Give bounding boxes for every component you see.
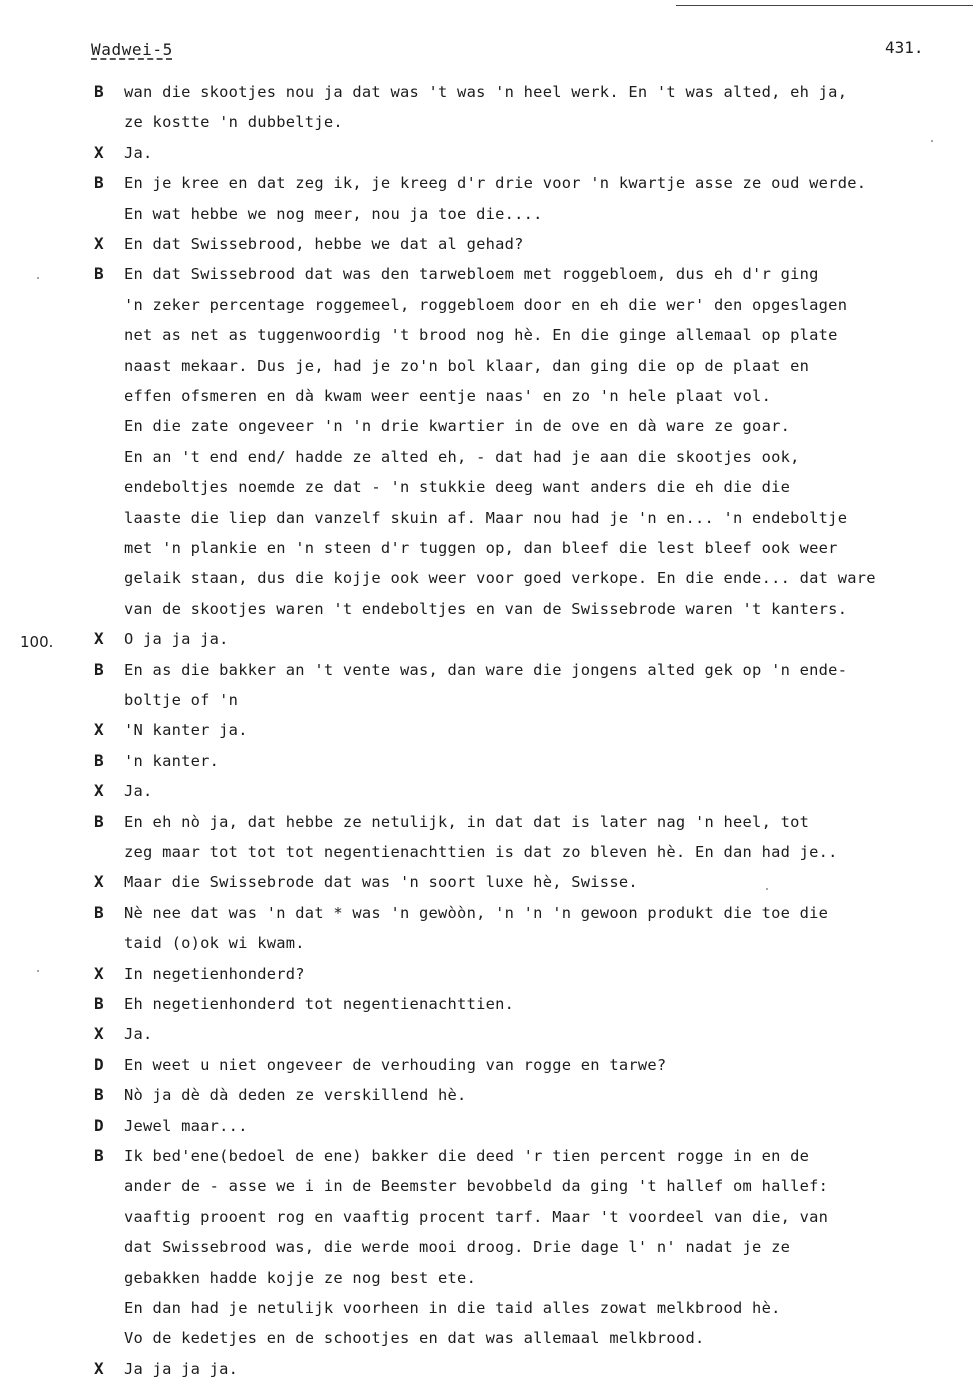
- line-text: En je kree en dat zeg ik, je kreeg d'r drie voor 'n kwartje asse ze oud werde.: [124, 174, 867, 193]
- line-text: boltje of 'n: [124, 691, 239, 709]
- transcript-line: [0, 110, 973, 134]
- transcript-line: [0, 901, 973, 925]
- transcript-line: [0, 293, 973, 317]
- speaker-label: B: [94, 994, 104, 1013]
- speaker-label: X: [94, 781, 104, 801]
- transcript-line: [0, 688, 973, 712]
- transcript-line: [0, 718, 973, 742]
- line-text: wan die skootjes nou ja dat was 't was 'n heel werk. En 't was alted, eh ja,: [124, 83, 848, 101]
- speaker-label: B: [94, 750, 104, 770]
- transcript-line: [0, 931, 973, 955]
- speaker-label: B: [94, 811, 104, 831]
- transcript-line: [0, 1357, 973, 1381]
- transcript-line: [0, 1326, 973, 1350]
- line-text: En as die bakker an 't vente was, dan ware die jongens alted gek op 'n ende-: [124, 660, 848, 679]
- line-text: Nò ja dè dà deden ze verskillend hè.: [124, 1086, 467, 1105]
- line-text: 'n zeker percentage roggemeel, roggebloem door en eh die wer' den opgeslagen: [124, 295, 848, 314]
- transcript-line: [0, 1235, 973, 1259]
- transcript-line: [0, 1022, 973, 1046]
- transcript-line: [0, 962, 973, 986]
- speaker-label: X: [94, 234, 104, 253]
- page-number: 431.: [885, 38, 924, 57]
- speaker-label: D: [94, 1115, 104, 1135]
- line-text: Ik bed'ene(bedoel de ene) bakker die deed 'r tien percent rogge in en de: [124, 1147, 810, 1165]
- line-text: En die zate ongeveer 'n 'n drie kwartier in de ove en dà ware ze goar.: [124, 417, 791, 436]
- transcript-line: [0, 475, 973, 499]
- line-text: En weet u niet ongeveer de verhouding van rogge en tarwe?: [124, 1055, 667, 1074]
- transcript-line: [0, 658, 973, 682]
- transcript-line: [0, 840, 973, 864]
- line-text: O ja ja ja.: [124, 630, 229, 649]
- speaker-label: B: [94, 264, 104, 284]
- transcript-line: [0, 1053, 973, 1077]
- line-text: van de skootjes waren 't endeboltjes en van de Swissebrode waren 't kanters.: [124, 599, 848, 618]
- transcript-line: [0, 232, 973, 256]
- transcript-line: [0, 566, 973, 590]
- line-text: In negetienhonderd?: [124, 964, 305, 983]
- line-text: 'n kanter.: [124, 751, 220, 770]
- speaker-label: D: [94, 1054, 104, 1074]
- line-text: naast mekaar. Dus je, had je zo'n bol klaar, dan ging die op de plaat en: [124, 356, 810, 375]
- line-text: ander de - asse we i in de Beemster bevobbeld da ging 't hallef om hallef:: [124, 1177, 829, 1196]
- speaker-label: B: [94, 659, 104, 679]
- transcript-line: [0, 262, 973, 286]
- transcript-line: [0, 536, 973, 560]
- speaker-label: B: [94, 1146, 104, 1165]
- line-text: Ja.: [124, 782, 153, 801]
- line-text: Ja ja ja ja.: [124, 1359, 239, 1378]
- transcript-line: [0, 80, 973, 104]
- transcript-line: [0, 506, 973, 530]
- line-text: taid (o)ok wi kwam.: [124, 934, 305, 953]
- line-text: Vo de kedetjes en de schootjes en dat was allemaal melkbrood.: [124, 1329, 705, 1348]
- margin-line-number: 100.: [20, 633, 54, 651]
- transcript-line: [0, 749, 973, 773]
- line-text: Jewel maar...: [124, 1116, 248, 1135]
- transcript-line: [0, 597, 973, 621]
- line-text: 'N kanter ja.: [124, 721, 248, 740]
- transcript-line: [0, 870, 973, 894]
- line-text: Eh negetienhonderd tot negentienachttien.: [124, 995, 515, 1013]
- speaker-label: X: [94, 1024, 104, 1044]
- speaker-label: X: [94, 629, 104, 649]
- speaker-label: B: [94, 82, 104, 101]
- transcript-line: [0, 992, 973, 1016]
- line-text: ze kostte 'n dubbeltje.: [124, 113, 343, 132]
- line-text: Ja.: [124, 1025, 153, 1044]
- speaker-label: B: [94, 173, 104, 193]
- transcript-line: [0, 171, 973, 195]
- speaker-label: X: [94, 963, 104, 983]
- line-text: En wat hebbe we nog meer, nou ja toe die....: [124, 204, 543, 223]
- transcript-line: [0, 627, 973, 651]
- transcript-line: [0, 1114, 973, 1138]
- line-text: En an 't end end/ hadde ze alted eh, - dat had je aan die skootjes ook,: [124, 447, 800, 466]
- speaker-label: X: [94, 142, 104, 162]
- line-text: laaste die liep dan vanzelf skuin af. Maar nou had je 'n en... 'n endeboltje: [124, 508, 848, 527]
- line-text: En dat Swissebrood, hebbe we dat al gehad?: [124, 235, 524, 253]
- transcript-line: [0, 1205, 973, 1229]
- transcript-line: [0, 1266, 973, 1290]
- transcript-line: [0, 202, 973, 226]
- line-text: En dan had je netulijk voorheen in die taid alles zowat melkbrood hè.: [124, 1299, 781, 1317]
- line-text: effen ofsmeren en dà kwam weer eentje naas' en zo 'n hele plaat vol.: [124, 387, 772, 405]
- line-text: En eh nò ja, dat hebbe ze netulijk, in dat dat is later nag 'n heel, tot: [124, 812, 810, 831]
- line-text: En dat Swissebrood dat was den tarwebloem met roggebloem, dus eh d'r ging: [124, 265, 819, 284]
- speaker-label: X: [94, 872, 104, 892]
- line-text: met 'n plankie en 'n steen d'r tuggen op, dan bleef die lest bleef ook weer: [124, 539, 838, 557]
- line-text: Maar die Swissebrode dat was 'n soort luxe hè, Swisse.: [124, 873, 638, 892]
- transcript-line: [0, 414, 973, 438]
- transcript-line: [0, 1144, 973, 1168]
- transcript-line: [0, 323, 973, 347]
- line-text: net as net as tuggenwoordig 't brood nog hè. En die ginge allemaal op plate: [124, 326, 838, 345]
- line-text: endeboltjes noemde ze dat - 'n stukkie deeg want anders die eh die die: [124, 478, 791, 497]
- transcript-line: [0, 1083, 973, 1107]
- speaker-label: X: [94, 1358, 104, 1378]
- line-text: Ja.: [124, 143, 153, 162]
- transcript-line: [0, 354, 973, 378]
- line-text: dat Swissebrood was, die werde mooi droog. Drie dage l' n' nadat je ze: [124, 1238, 791, 1257]
- transcript-line: [0, 779, 973, 803]
- speaker-label: B: [94, 902, 104, 922]
- line-text: zeg maar tot tot tot negentienachttien is dat zo bleven hè. En dan had je..: [124, 843, 838, 861]
- document-title: Wadwei-5: [91, 40, 173, 59]
- line-text: vaaftig prooent rog en vaaftig procent tarf. Maar 't voordeel van die, van: [124, 1207, 829, 1226]
- transcript-line: [0, 445, 973, 469]
- speaker-label: B: [94, 1085, 104, 1105]
- transcript-line: [0, 384, 973, 408]
- transcript-line: [0, 810, 973, 834]
- transcript-line: [0, 141, 973, 165]
- transcript-line: [0, 1174, 973, 1198]
- line-text: Nè nee dat was 'n dat * was 'n gewòòn, 'n 'n 'n gewoon produkt die toe die: [124, 903, 829, 922]
- speaker-label: X: [94, 720, 104, 740]
- line-text: gebakken hadde kojje ze nog best ete.: [124, 1268, 477, 1287]
- transcript-line: [0, 1296, 973, 1320]
- line-text: gelaik staan, dus die kojje ook weer voor goed verkope. En die ende... dat ware: [124, 569, 876, 588]
